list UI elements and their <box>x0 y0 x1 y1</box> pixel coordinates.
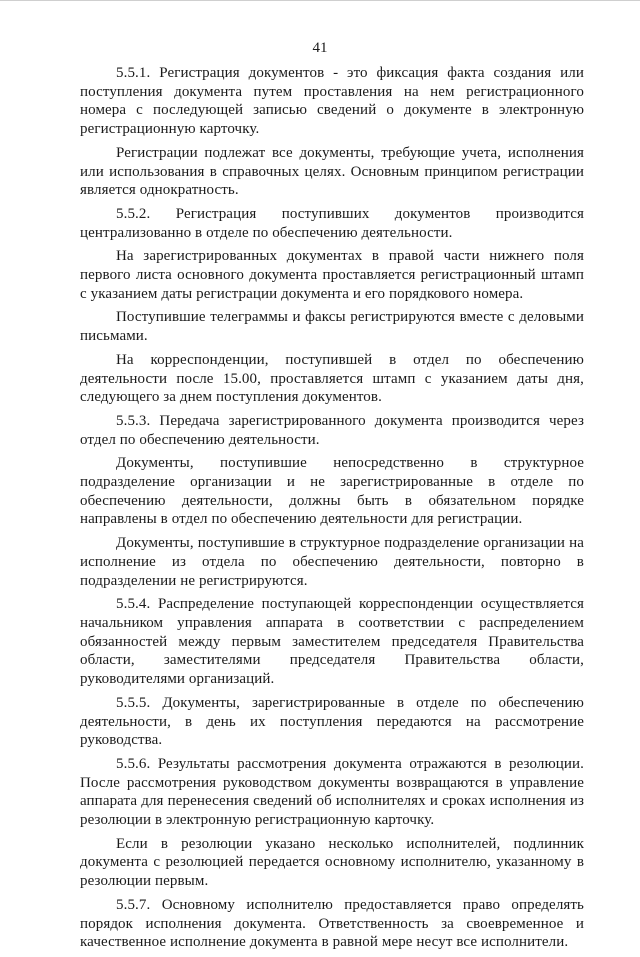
paragraph-direct-documents: Документы, поступившие непосредственно в структурное подразделение организации и не зарегистрированные в отделе по обеспечению деятельности, должны быть в обязательном порядке направлены в отдел по обеспечению деятельности для регистрации. <box>80 455 584 528</box>
paragraph-no-repeat-registration: Документы, поступившие в структурное подразделение организации на исполнение из отдела по обеспечению деятельности, повторно в подразделении не регистрируются. <box>80 535 584 589</box>
paragraph-registration-stamp: На зарегистрированных документах в правой части нижнего поля первого листа основного документа проставляется регистрационный штамп с указанием даты регистрации документа и его порядкового номера. <box>80 248 584 302</box>
document-body <box>80 64 584 957</box>
paragraph-5-5-7: 5.5.7. Основному исполнителю предоставляется право определять порядок исполнения документа. Ответственность за своевременное и качественное исполнение документа в равной мере несут все исполнители. <box>80 896 584 951</box>
paragraph-registration-scope: Регистрации подлежат все документы, требующие учета, исполнения или использования в справочных целях. Основным принципом регистрации является однократность. <box>80 144 584 199</box>
paragraph-telegrams-faxes: Поступившие телеграммы и факсы регистрируются вместе с деловыми письмами. <box>80 309 584 345</box>
paragraph-5-5-3: 5.5.3. Передача зарегистрированного документа производится через отдел по обеспечению деятельности. <box>80 412 584 448</box>
paragraph-5-5-2: 5.5.2. Регистрация поступивших документов производится централизованно в отделе по обеспечению деятельности. <box>80 205 584 241</box>
paragraph-after-hours: На корреспонденции, поступившей в отдел по обеспечению деятельности после 15.00, проставляется штамп с указанием даты дня, следующего за днем поступления документов. <box>80 351 584 406</box>
scan-edge <box>0 0 640 7</box>
page-number: 41 <box>312 40 328 56</box>
paragraph-5-5-6: 5.5.6. Результаты рассмотрения документа отражаются в резолюции. После рассмотрения руководством документы возвращаются в управление аппарата для перенесения сведений об исполнителях и сроках исполнения из резолюции в электронную регистрационную карточку. <box>80 755 584 829</box>
paragraph-5-5-5: 5.5.5. Документы, зарегистрированные в отделе по обеспечению деятельности, в день их поступления передаются на рассмотрение руководства. <box>80 694 584 749</box>
paragraph-5-5-4: 5.5.4. Распределение поступающей корреспонденции осуществляется начальником управления аппарата в соответствии с распределением обязанностей между первым заместителем председателя Правительства области, заместителями председателя Правительства области, руководителями организаций. <box>80 596 584 688</box>
paragraph-5-5-1: 5.5.1. Регистрация документов - это фиксация факта создания или поступления документа путем проставления на нем регистрационного номера с последующей записью сведений о документе в электронную регистрационную карточку. <box>80 65 584 138</box>
paragraph-multiple-executors: Если в резолюции указано несколько исполнителей, подлинник документа с резолюцией передается основному исполнителю, указанному в резолюции первым. <box>80 835 584 890</box>
